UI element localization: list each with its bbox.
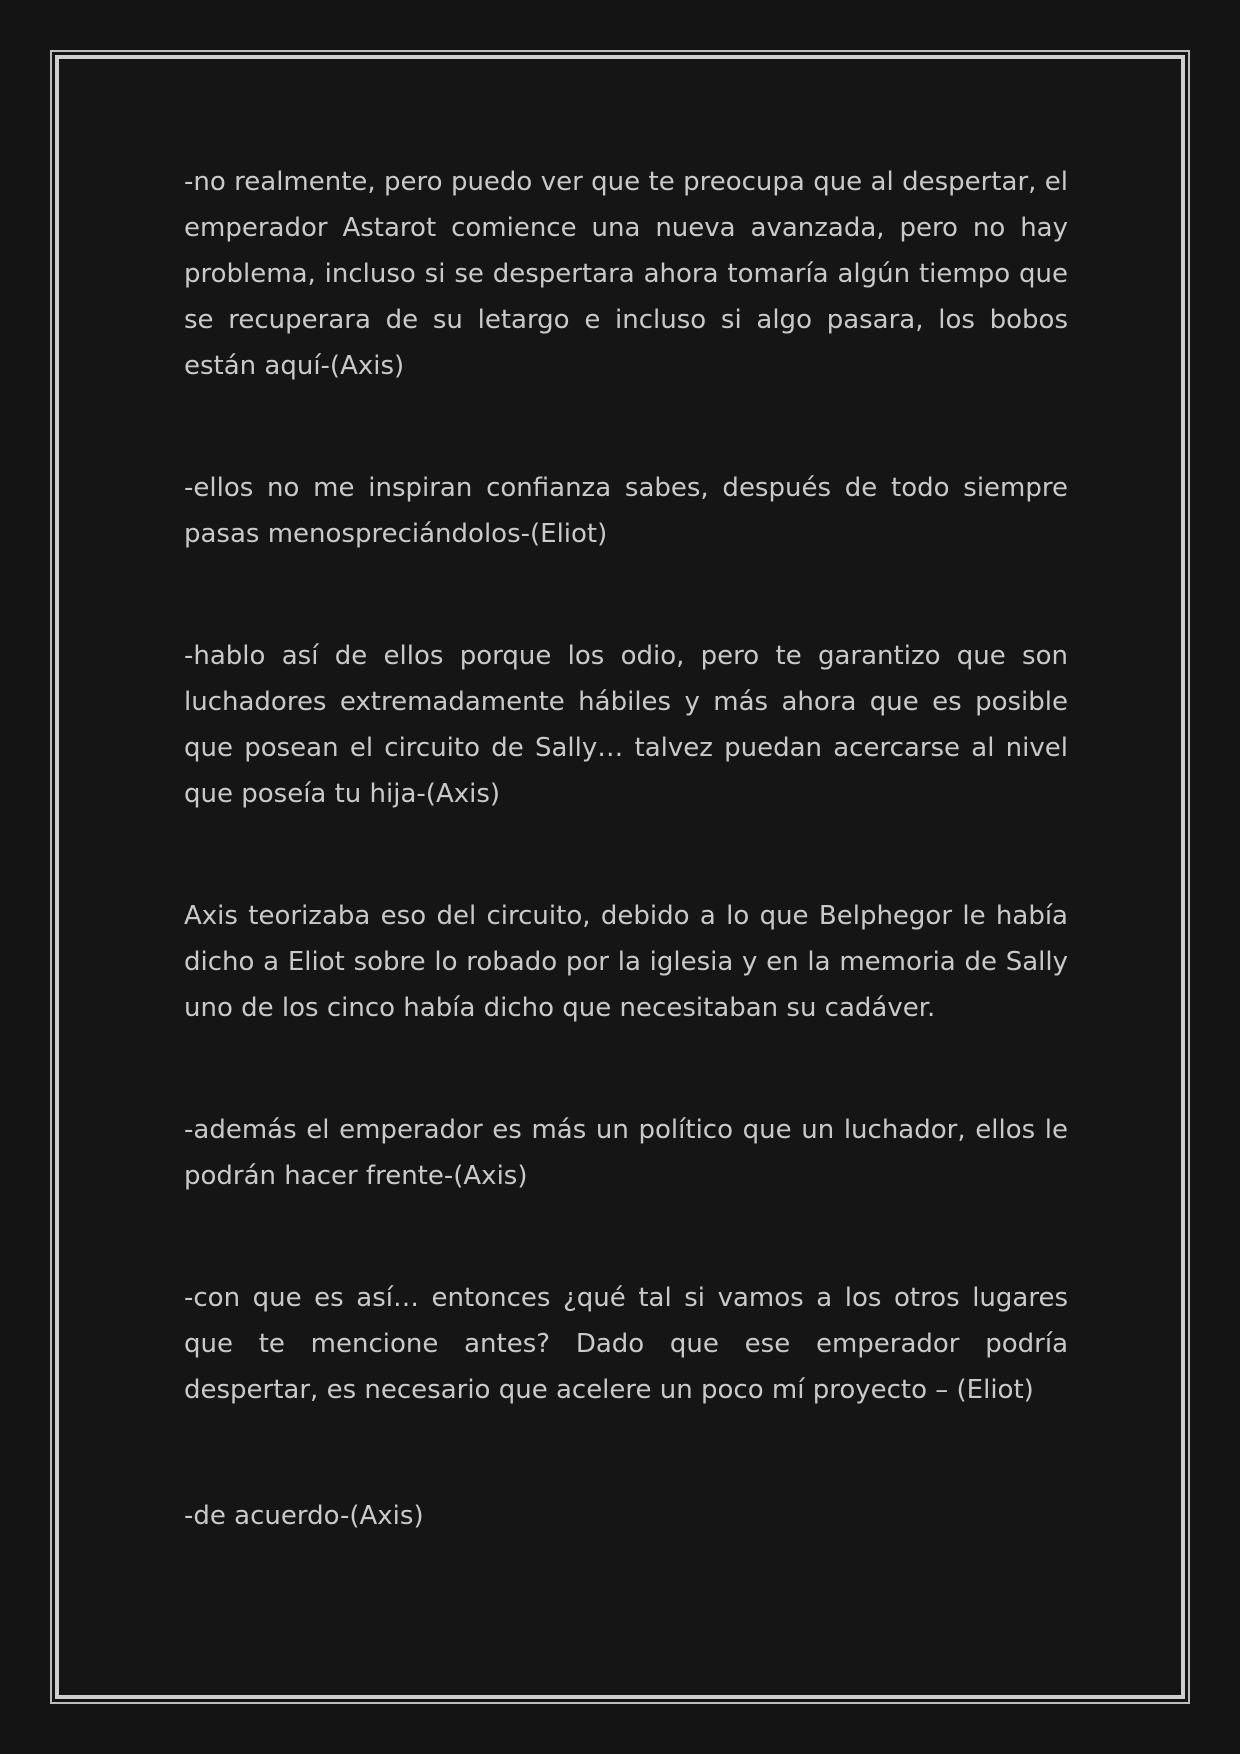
paragraph-6: -con que es así… entonces ¿qué tal si vamos a los otros lugares que te mencione antes? Dado que ese emperador podría despertar, es necesario que acelere un poco mí proyecto – (Eliot)	[184, 1283, 1068, 1405]
page-inner-border	[55, 55, 1185, 1699]
paragraph-1: -no realmente, pero puedo ver que te preocupa que al despertar, el emperador Astarot comience una nueva avanzada, pero no hay problema, incluso si se despertara ahora tomaría algún tiempo que se recuperara de su letargo e incluso si algo pasara, los bobos están aquí-(Axis)	[184, 167, 1068, 381]
paragraph-7: -de acuerdo-(Axis)	[184, 1501, 424, 1531]
story-text	[184, 159, 1068, 1539]
paragraph-2: -ellos no me inspiran confianza sabes, después de todo siempre pasas menospreciándolos-(Eliot)	[184, 473, 1068, 549]
paragraph-5: -además el emperador es más un político que un luchador, ellos le podrán hacer frente-(Axis)	[184, 1115, 1068, 1191]
paragraph-4: Axis teorizaba eso del circuito, debido a lo que Belphegor le había dicho a Eliot sobre lo robado por la iglesia y en la memoria de Sally uno de los cinco había dicho que necesitaban su cadáver.	[184, 901, 1068, 1023]
page-border	[50, 50, 1190, 1704]
paragraph-3: -hablo así de ellos porque los odio, pero te garantizo que son luchadores extremadamente hábiles y más ahora que es posible que posean el circuito de Sally… talvez puedan acercarse al nivel que poseía tu hija-(Axis)	[184, 641, 1068, 809]
